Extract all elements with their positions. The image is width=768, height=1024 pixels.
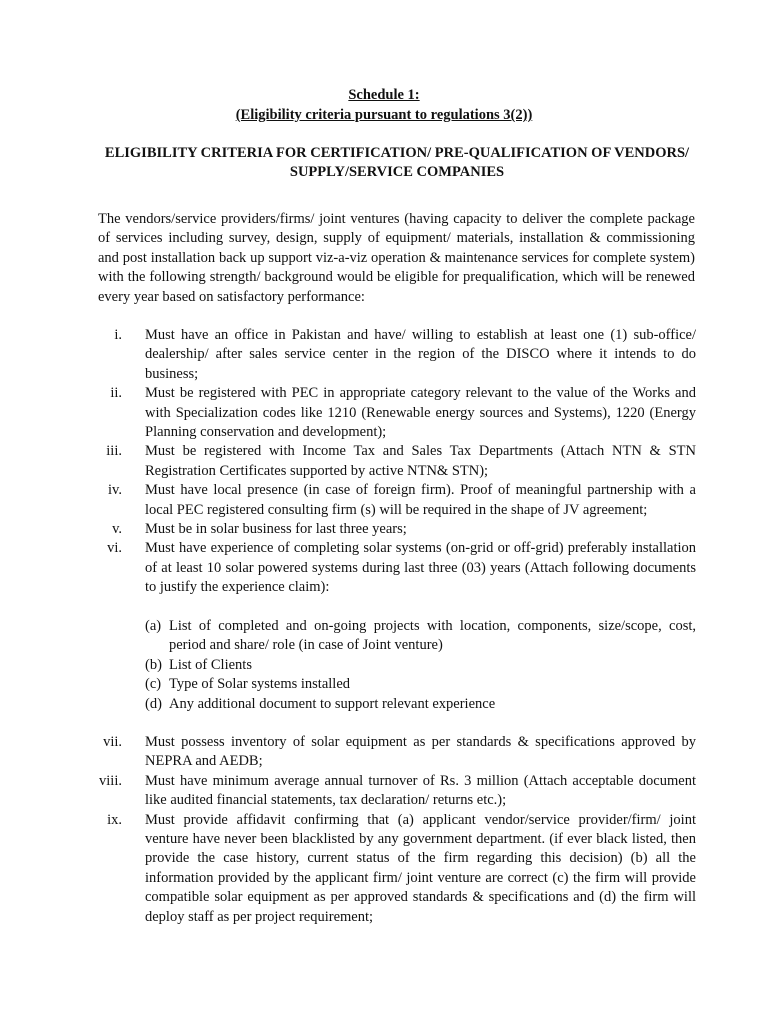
criterion-text: Must possess inventory of solar equipment as per standards & specifications approved by NEPRA and AEDB;	[145, 734, 696, 770]
criterion-item	[0, 442, 696, 481]
criterion-text: Must be in solar business for last three years;	[145, 521, 407, 538]
experience-documents-list	[0, 617, 768, 714]
criterion-text: Must be registered with Income Tax and Sales Tax Departments (Attach NTN & STN Registration Certificates supported by active NTN& STN);	[145, 443, 696, 479]
criterion-item	[0, 733, 696, 772]
criterion-item	[0, 539, 696, 597]
criterion-item	[0, 811, 696, 927]
criterion-number: iii.	[106, 443, 122, 460]
criterion-text: Must provide affidavit confirming that (a) applicant vendor/service provider/firm/ joint venture have never been blacklisted by any government department. (if ever black listed, then provide the case history, current status of the firm regarding this decision) (b) all the information provided by the applicant firm/ joint venture are correct (c) the firm will provide compatible solar equipment as per approved standards & specifications and (d) the firm will deploy staff as per project requirement;	[145, 811, 696, 925]
criterion-text: Must be registered with PEC in appropriate category relevant to the value of the Works and with Specialization codes like 1210 (Renewable energy sources and Systems), 1220 (Energy Planning conservation and development);	[145, 385, 696, 441]
sub-item-mark: (a)	[145, 618, 162, 634]
schedule-title: Schedule 1:	[348, 87, 420, 103]
sub-item	[0, 656, 696, 675]
criterion-item	[0, 481, 696, 520]
criteria-list	[0, 326, 768, 598]
criterion-number: vii.	[103, 734, 122, 750]
criterion-number: ix.	[107, 811, 122, 828]
criteria-list-continued	[0, 733, 768, 927]
criterion-text: Must have minimum average annual turnover of Rs. 3 million (Attach acceptable document like audited financial statements, tax declaration/ returns etc.);	[145, 772, 696, 809]
criterion-text: Must have an office in Pakistan and have/ willing to establish at least one (1) sub-office/ dealership/ after sales service center in the region of the DISCO where it intends to do business;	[145, 327, 696, 382]
criterion-number: iv.	[108, 482, 122, 499]
sub-item	[0, 695, 696, 714]
sub-item-mark: (b)	[145, 656, 162, 673]
eligibility-heading: ELIGIBILITY CRITERIA FOR CERTIFICATION/ PRE-QUALIFICATION OF VENDORS/ SUPPLY/SERVICE COMPANIES	[104, 145, 690, 181]
intro-paragraph: The vendors/service providers/firms/ joint ventures (having capacity to deliver the complete package of services including survey, design, supply of equipment/ materials, installation & commissioning and post installation back up support viz-a-viz operation & maintenance services for complete system) with the following strength/ background would be eligible for prequalification, which will be renewed every year based on satisfactory performance:	[98, 211, 695, 305]
criterion-number: i.	[114, 327, 122, 343]
criterion-item	[0, 384, 696, 442]
sub-item-text: List of completed and on-going projects with location, components, size/scope, cost, period and share/ role (in case of Joint venture)	[169, 618, 696, 654]
sub-item	[0, 675, 696, 694]
criterion-number: v.	[112, 521, 122, 538]
criterion-item	[0, 326, 696, 384]
criterion-item	[0, 772, 696, 811]
schedule-subtitle: (Eligibility criteria pursuant to regulations 3(2))	[235, 107, 533, 123]
sub-item-text: Type of Solar systems installed	[169, 676, 351, 693]
sub-item-text: Any additional document to support relevant experience	[169, 695, 496, 712]
sub-item-mark: (d)	[145, 695, 162, 712]
sub-item-mark: (c)	[145, 676, 162, 693]
criterion-number: viii.	[99, 772, 122, 789]
criterion-text: Must have local presence (in case of foreign firm). Proof of meaningful partnership with a local PEC registered consulting firm (s) will be required in the shape of JV agreement;	[145, 482, 696, 518]
criterion-number: vi.	[107, 540, 122, 557]
criterion-number: ii.	[110, 385, 122, 402]
criterion-text: Must have experience of completing solar systems (on-grid or off-grid) preferably installation of at least 10 solar powered systems during last three (03) years (Attach following documents to justify the experience claim):	[145, 540, 696, 596]
criterion-item	[0, 520, 696, 539]
sub-item	[0, 617, 696, 656]
sub-item-text: List of Clients	[169, 656, 252, 673]
